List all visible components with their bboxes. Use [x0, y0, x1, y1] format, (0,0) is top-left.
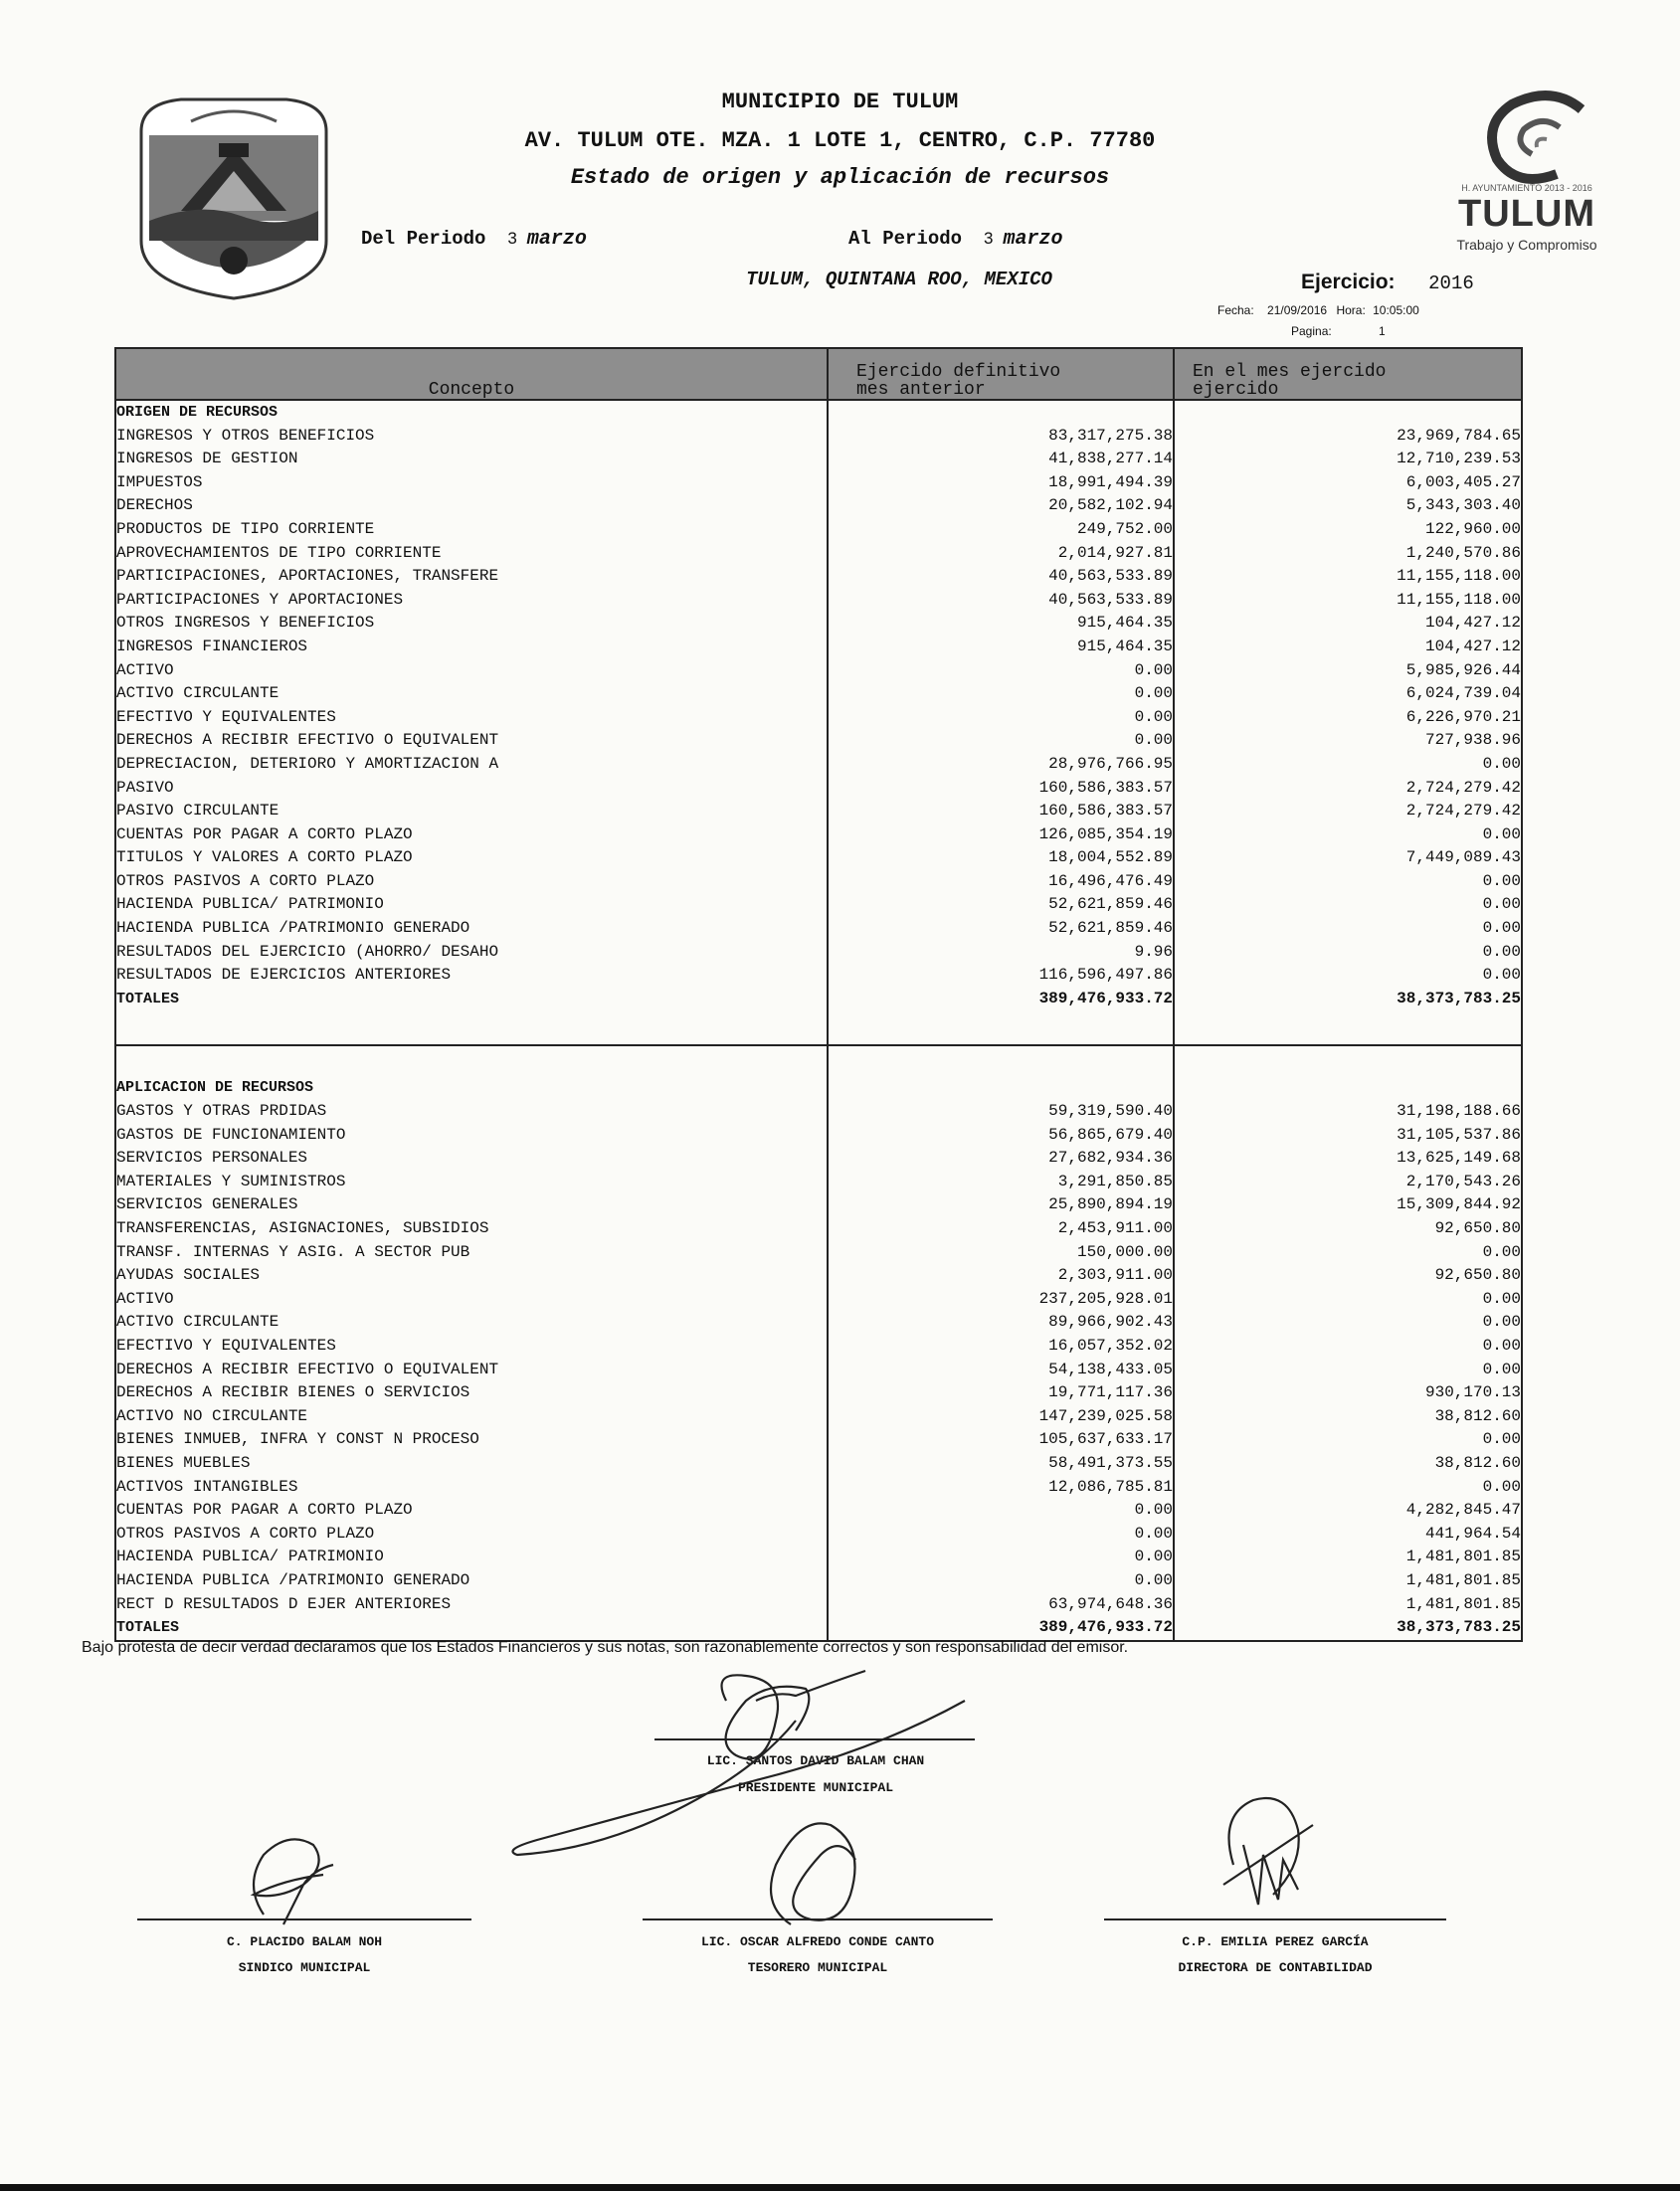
prev-month-value: 56,865,679.40: [828, 1124, 1174, 1148]
signer-presidente-role: PRESIDENTE MUNICIPAL: [737, 1780, 894, 1795]
month-value: 7,449,089.43: [1174, 846, 1522, 870]
month-value: 31,105,537.86: [1174, 1124, 1522, 1148]
prev-month-value: 63,974,648.36: [828, 1593, 1174, 1617]
totals-label: TOTALES: [115, 1616, 828, 1641]
prev-month-value: 18,991,494.39: [828, 471, 1174, 495]
table-row: [115, 659, 1522, 683]
month-value: 6,024,739.04: [1174, 682, 1522, 706]
month-value: 5,343,303.40: [1174, 494, 1522, 518]
table-row: [115, 1381, 1522, 1405]
concept-cell: DERECHOS: [115, 494, 828, 518]
concept-cell: IMPUESTOS: [115, 471, 828, 495]
concept-cell: SERVICIOS PERSONALES: [115, 1147, 828, 1171]
fecha-value: 21/09/2016: [1267, 303, 1328, 317]
origen-section: [115, 400, 1522, 1045]
month-value: 0.00: [1174, 1241, 1522, 1265]
concept-cell: PRODUCTOS DE TIPO CORRIENTE: [115, 518, 828, 542]
table-row: [115, 917, 1522, 941]
prev-month-value: 40,563,533.89: [828, 589, 1174, 613]
concept-cell: ACTIVO CIRCULANTE: [115, 682, 828, 706]
concept-cell: PASIVO CIRCULANTE: [115, 800, 828, 823]
table-row: [115, 1217, 1522, 1241]
prev-month-value: 54,138,433.05: [828, 1359, 1174, 1382]
month-value: 1,481,801.85: [1174, 1569, 1522, 1593]
table-row: [115, 494, 1522, 518]
table-row: [115, 870, 1522, 894]
prev-month-value: 160,586,383.57: [828, 800, 1174, 823]
month-value: 0.00: [1174, 1359, 1522, 1382]
total-prev-month: 389,476,933.72: [828, 1616, 1174, 1641]
month-value: 5,985,926.44: [1174, 659, 1522, 683]
concept-cell: HACIENDA PUBLICA/ PATRIMONIO: [115, 1546, 828, 1569]
month-value: 0.00: [1174, 964, 1522, 988]
month-value: 38,812.60: [1174, 1452, 1522, 1476]
prev-month-value: 58,491,373.55: [828, 1452, 1174, 1476]
signature-scribble-contabilidad: [1204, 1785, 1333, 1924]
prev-month-value: 0.00: [828, 706, 1174, 730]
month-value: 2,170,543.26: [1174, 1171, 1522, 1194]
table-row: [115, 893, 1522, 917]
col-header-prev-month: [828, 348, 1174, 400]
prev-month-value: 237,205,928.01: [828, 1288, 1174, 1312]
table-row: [115, 1100, 1522, 1124]
concept-cell: DERECHOS A RECIBIR EFECTIVO O EQUIVALENT: [115, 729, 828, 753]
prev-month-value: 0.00: [828, 1523, 1174, 1547]
print-timestamp: [1217, 303, 1419, 317]
table-row: [115, 589, 1522, 613]
concept-cell: BIENES MUEBLES: [115, 1452, 828, 1476]
table-row: [115, 846, 1522, 870]
prev-month-value: 0.00: [828, 1569, 1174, 1593]
prev-month-value: 0.00: [828, 1546, 1174, 1569]
concept-cell: TRANSFERENCIAS, ASIGNACIONES, SUBSIDIOS: [115, 1217, 828, 1241]
month-value: 92,650.80: [1174, 1217, 1522, 1241]
month-value: 31,198,188.66: [1174, 1100, 1522, 1124]
period-from-label: Del Periodo: [361, 228, 486, 250]
table-row: [115, 1523, 1522, 1547]
prev-month-value: 18,004,552.89: [828, 846, 1174, 870]
prev-month-value: 2,014,927.81: [828, 542, 1174, 566]
table-row: [115, 800, 1522, 823]
table-row: [115, 612, 1522, 636]
prev-month-value: 52,621,859.46: [828, 893, 1174, 917]
signer-contabilidad-name: C.P. EMILIA PEREZ GARCÍA: [1182, 1934, 1369, 1949]
concept-cell: PARTICIPACIONES Y APORTACIONES: [115, 589, 828, 613]
prev-month-value: 16,496,476.49: [828, 870, 1174, 894]
ayuntamiento-text: H. AYUNTAMIENTO 2013 - 2016: [1461, 183, 1592, 193]
table-row: [115, 941, 1522, 965]
tulum-logo-text: TULUM: [1458, 193, 1595, 235]
concept-cell: OTROS INGRESOS Y BENEFICIOS: [115, 612, 828, 636]
col-prev-line1: Ejercido definitivo: [856, 362, 1061, 382]
month-value: 0.00: [1174, 1428, 1522, 1452]
period-from-month: marzo: [526, 228, 587, 251]
col-header-current-month: [1174, 348, 1522, 400]
prev-month-value: 27,682,934.36: [828, 1147, 1174, 1171]
prev-month-value: 249,752.00: [828, 518, 1174, 542]
table-row: [115, 565, 1522, 589]
totals-row: [115, 988, 1522, 1011]
prev-month-value: 0.00: [828, 682, 1174, 706]
concept-cell: GASTOS DE FUNCIONAMIENTO: [115, 1124, 828, 1148]
col-month-line1: En el mes ejercido: [1193, 362, 1387, 382]
prev-month-value: 126,085,354.19: [828, 823, 1174, 847]
concept-cell: ACTIVO: [115, 1288, 828, 1312]
concept-cell: INGRESOS DE GESTION: [115, 448, 828, 471]
prev-month-value: 915,464.35: [828, 612, 1174, 636]
concept-cell: HACIENDA PUBLICA /PATRIMONIO GENERADO: [115, 917, 828, 941]
month-value: 0.00: [1174, 1476, 1522, 1500]
signature-scribble-sindico: [224, 1825, 363, 1934]
month-value: 0.00: [1174, 753, 1522, 777]
table-row: [115, 1335, 1522, 1359]
month-value: 1,240,570.86: [1174, 542, 1522, 566]
table-row: [115, 753, 1522, 777]
table-row: [115, 1311, 1522, 1335]
concept-cell: DERECHOS A RECIBIR EFECTIVO O EQUIVALENT: [115, 1359, 828, 1382]
table-row: [115, 1405, 1522, 1429]
month-value: 23,969,784.65: [1174, 425, 1522, 449]
concept-cell: HACIENDA PUBLICA /PATRIMONIO GENERADO: [115, 1569, 828, 1593]
concept-cell: TRANSF. INTERNAS Y ASIG. A SECTOR PUB: [115, 1241, 828, 1265]
period-to-month: marzo: [1003, 228, 1063, 251]
table-row: [115, 1171, 1522, 1194]
aplicacion-section: [115, 1045, 1522, 1640]
table-row: [115, 636, 1522, 659]
origen-title: ORIGEN DE RECURSOS: [115, 400, 828, 425]
table-row: [115, 777, 1522, 801]
month-value: 2,724,279.42: [1174, 777, 1522, 801]
concept-cell: TITULOS Y VALORES A CORTO PLAZO: [115, 846, 828, 870]
prev-month-value: 116,596,497.86: [828, 964, 1174, 988]
month-value: 727,938.96: [1174, 729, 1522, 753]
col-month-line2: ejercido: [1193, 380, 1279, 400]
month-value: 2,724,279.42: [1174, 800, 1522, 823]
hora-label: Hora:: [1336, 303, 1366, 317]
concept-cell: AYUDAS SOCIALES: [115, 1264, 828, 1288]
table-row: [115, 1428, 1522, 1452]
aplicacion-title: APLICACION DE RECURSOS: [115, 1076, 828, 1100]
prev-month-value: 83,317,275.38: [828, 425, 1174, 449]
period-to-label: Al Periodo: [848, 228, 963, 250]
table-row: [115, 471, 1522, 495]
concept-cell: ACTIVO: [115, 659, 828, 683]
table-row: [115, 1147, 1522, 1171]
signer-sindico-role: SINDICO MUNICIPAL: [238, 1960, 371, 1975]
prev-month-value: 20,582,102.94: [828, 494, 1174, 518]
prev-month-value: 12,086,785.81: [828, 1476, 1174, 1500]
pagina-label: Pagina:: [1291, 324, 1332, 338]
declaration-text: Bajo protesta de decir verdad declaramos que los Estados Financieros y sus notas, son razonablemente correctos y son responsabilidad del emisor.: [82, 1639, 1129, 1656]
prev-month-value: 19,771,117.36: [828, 1381, 1174, 1405]
month-value: 38,812.60: [1174, 1405, 1522, 1429]
month-value: 104,427.12: [1174, 636, 1522, 659]
table-row: [115, 1193, 1522, 1217]
period-to-number: 3: [984, 229, 994, 248]
signer-tesorero-name: LIC. OSCAR ALFREDO CONDE CANTO: [700, 1934, 935, 1949]
prev-month-value: 147,239,025.58: [828, 1405, 1174, 1429]
concept-cell: CUENTAS POR PAGAR A CORTO PLAZO: [115, 1499, 828, 1523]
concept-cell: INGRESOS FINANCIEROS: [115, 636, 828, 659]
table-row: [115, 425, 1522, 449]
totals-row: [115, 1616, 1522, 1641]
month-value: 0.00: [1174, 823, 1522, 847]
fecha-label: Fecha:: [1217, 303, 1254, 317]
prev-month-value: 2,303,911.00: [828, 1264, 1174, 1288]
period-from-number: 3: [507, 229, 517, 248]
totals-label: TOTALES: [115, 988, 828, 1011]
prev-month-value: 28,976,766.95: [828, 753, 1174, 777]
signer-contabilidad-role: DIRECTORA DE CONTABILIDAD: [1178, 1960, 1373, 1975]
table-row: [115, 1264, 1522, 1288]
table-row: [115, 1593, 1522, 1617]
month-value: 0.00: [1174, 870, 1522, 894]
concept-cell: RESULTADOS DEL EJERCICIO (AHORRO/ DESAHO: [115, 941, 828, 965]
prev-month-value: 59,319,590.40: [828, 1100, 1174, 1124]
col-header-concepto: Concepto: [115, 348, 828, 400]
concept-cell: DEPRECIACION, DETERIORO Y AMORTIZACION A: [115, 753, 828, 777]
month-value: 0.00: [1174, 1288, 1522, 1312]
table-row: [115, 682, 1522, 706]
month-value: 6,226,970.21: [1174, 706, 1522, 730]
table-row: [115, 1288, 1522, 1312]
concept-cell: CUENTAS POR PAGAR A CORTO PLAZO: [115, 823, 828, 847]
table-row: [115, 1546, 1522, 1569]
concept-cell: RESULTADOS DE EJERCICIOS ANTERIORES: [115, 964, 828, 988]
bottom-edge-bar: [0, 2184, 1680, 2191]
concept-cell: INGRESOS Y OTROS BENEFICIOS: [115, 425, 828, 449]
month-value: 13,625,149.68: [1174, 1147, 1522, 1171]
prev-month-value: 0.00: [828, 1499, 1174, 1523]
month-value: 12,710,239.53: [1174, 448, 1522, 471]
month-value: 441,964.54: [1174, 1523, 1522, 1547]
period-from: [361, 228, 587, 251]
month-value: 11,155,118.00: [1174, 589, 1522, 613]
concept-cell: OTROS PASIVOS A CORTO PLAZO: [115, 870, 828, 894]
section-divider: [115, 1010, 1522, 1045]
month-value: 0.00: [1174, 893, 1522, 917]
month-value: 6,003,405.27: [1174, 471, 1522, 495]
hora-value: 10:05:00: [1373, 303, 1419, 317]
total-prev-month: 389,476,933.72: [828, 988, 1174, 1011]
prev-month-value: 150,000.00: [828, 1241, 1174, 1265]
resources-table: [114, 347, 1523, 1642]
concept-cell: RECT D RESULTADOS D EJER ANTERIORES: [115, 1593, 828, 1617]
concept-cell: HACIENDA PUBLICA/ PATRIMONIO: [115, 893, 828, 917]
month-value: 1,481,801.85: [1174, 1546, 1522, 1569]
prev-month-value: 52,621,859.46: [828, 917, 1174, 941]
month-value: 4,282,845.47: [1174, 1499, 1522, 1523]
ejercicio: [1301, 271, 1474, 294]
month-value: 930,170.13: [1174, 1381, 1522, 1405]
prev-month-value: 2,453,911.00: [828, 1217, 1174, 1241]
total-month: 38,373,783.25: [1174, 1616, 1522, 1641]
prev-month-value: 915,464.35: [828, 636, 1174, 659]
period-to: [848, 228, 1063, 251]
table-row: [115, 518, 1522, 542]
table-row: [115, 1452, 1522, 1476]
month-value: 0.00: [1174, 941, 1522, 965]
concept-cell: SERVICIOS GENERALES: [115, 1193, 828, 1217]
month-value: 11,155,118.00: [1174, 565, 1522, 589]
concept-cell: ACTIVOS INTANGIBLES: [115, 1476, 828, 1500]
concept-cell: OTROS PASIVOS A CORTO PLAZO: [115, 1523, 828, 1547]
table-row: [115, 729, 1522, 753]
concept-cell: APROVECHAMIENTOS DE TIPO CORRIENTE: [115, 542, 828, 566]
city-line: TULUM, QUINTANA ROO, MEXICO: [746, 269, 1052, 290]
address-line: AV. TULUM OTE. MZA. 1 LOTE 1, CENTRO, C.P. 77780: [524, 128, 1156, 153]
prev-month-value: 160,586,383.57: [828, 777, 1174, 801]
page-number: [1291, 324, 1386, 338]
ejercicio-label: Ejercicio:: [1301, 271, 1396, 293]
col-prev-line2: mes anterior: [856, 380, 986, 400]
table-row: [115, 964, 1522, 988]
table-row: [115, 1499, 1522, 1523]
month-value: 0.00: [1174, 917, 1522, 941]
signer-presidente-name: LIC. SANTOS DAVID BALAM CHAN: [706, 1753, 925, 1768]
slogan-text: Trabajo y Compromiso: [1456, 237, 1597, 253]
pagina-value: 1: [1379, 324, 1386, 338]
signer-tesorero-role: TESORERO MUNICIPAL: [747, 1960, 888, 1975]
prev-month-value: 9.96: [828, 941, 1174, 965]
concept-cell: PARTICIPACIONES, APORTACIONES, TRANSFERE: [115, 565, 828, 589]
table-row: [115, 448, 1522, 471]
concept-cell: PASIVO: [115, 777, 828, 801]
table-row: [115, 706, 1522, 730]
month-value: 1,481,801.85: [1174, 1593, 1522, 1617]
table-row: [115, 1241, 1522, 1265]
municipality-title: MUNICIPIO DE TULUM: [721, 90, 959, 114]
prev-month-value: 16,057,352.02: [828, 1335, 1174, 1359]
concept-cell: ACTIVO NO CIRCULANTE: [115, 1405, 828, 1429]
prev-month-value: 105,637,633.17: [828, 1428, 1174, 1452]
prev-month-value: 40,563,533.89: [828, 565, 1174, 589]
prev-month-value: 3,291,850.85: [828, 1171, 1174, 1194]
month-value: 0.00: [1174, 1335, 1522, 1359]
prev-month-value: 0.00: [828, 659, 1174, 683]
month-value: 15,309,844.92: [1174, 1193, 1522, 1217]
concept-cell: MATERIALES Y SUMINISTROS: [115, 1171, 828, 1194]
concept-cell: EFECTIVO Y EQUIVALENTES: [115, 1335, 828, 1359]
month-value: 92,650.80: [1174, 1264, 1522, 1288]
prev-month-value: 25,890,894.19: [828, 1193, 1174, 1217]
table-row: [115, 542, 1522, 566]
month-value: 122,960.00: [1174, 518, 1522, 542]
total-month: 38,373,783.25: [1174, 988, 1522, 1011]
prev-month-value: 89,966,902.43: [828, 1311, 1174, 1335]
signer-sindico-name: C. PLACIDO BALAM NOH: [226, 1934, 383, 1949]
ejercicio-value: 2016: [1428, 273, 1474, 294]
concept-cell: DERECHOS A RECIBIR BIENES O SERVICIOS: [115, 1381, 828, 1405]
concept-cell: GASTOS Y OTRAS PRDIDAS: [115, 1100, 828, 1124]
concept-cell: ACTIVO CIRCULANTE: [115, 1311, 828, 1335]
month-value: 104,427.12: [1174, 612, 1522, 636]
prev-month-value: 0.00: [828, 729, 1174, 753]
table-row: [115, 1476, 1522, 1500]
prev-month-value: 41,838,277.14: [828, 448, 1174, 471]
table-row: [115, 823, 1522, 847]
signature-scribble-tesorero: [731, 1805, 910, 1939]
concept-cell: EFECTIVO Y EQUIVALENTES: [115, 706, 828, 730]
table-row: [115, 1359, 1522, 1382]
month-value: 0.00: [1174, 1311, 1522, 1335]
table-row: [115, 1124, 1522, 1148]
table-row: [115, 1569, 1522, 1593]
concept-cell: BIENES INMUEB, INFRA Y CONST N PROCESO: [115, 1428, 828, 1452]
report-title: Estado de origen y aplicación de recursos: [570, 165, 1110, 190]
